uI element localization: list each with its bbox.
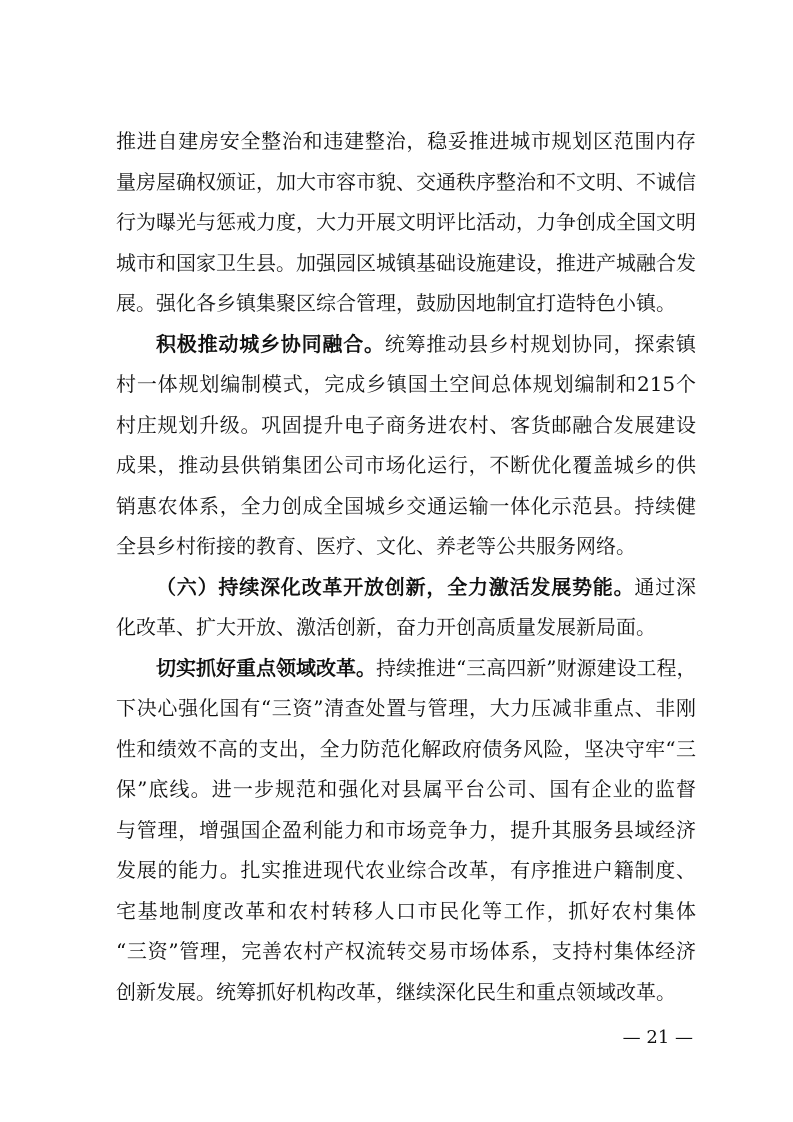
text-line: 积极推动城乡协同融合。统筹推动县乡村规划协同，探索镇	[156, 331, 697, 356]
text-line: （六）持续深化改革开放创新，全力激活发展势能。通过深	[156, 574, 697, 599]
text-line: 村庄规划升级。巩固提升电子商务进农村、客货邮融合发展建设	[116, 412, 696, 437]
text-line: 销惠农体系，全力创成全国城乡交通运输一体化示范县。持续健	[116, 493, 696, 518]
section-heading: （六）持续深化改革开放创新，全力激活发展势能。	[156, 574, 635, 599]
text-line: 切实抓好重点领域改革。持续推进“三高四新”财源建设工程，	[156, 655, 697, 680]
text-line: 量房屋确权颁证，加大市容市貌、交通秩序整治和不文明、不诚信	[116, 169, 696, 194]
page-number: — 21 —	[622, 1027, 693, 1048]
text-line: 成果，推动县供销集团公司市场化运行，不断优化覆盖城乡的供	[116, 453, 696, 477]
text-line: 保”底线。进一步规范和强化对县属平台公司、国有企业的监督	[116, 777, 696, 801]
text-line: 化改革、扩大开放、激活创新，奋力开创高质量发展新局面。	[116, 615, 656, 639]
text-line: 下决心强化国有“三资”清查处置与管理，大力压减非重点、非刚	[116, 696, 696, 720]
text-line: 展。强化各乡镇集聚区综合管理，鼓励因地制宜打造特色小镇。	[116, 291, 676, 315]
text-line: 与管理，增强国企盈利能力和市场竞争力，提升其服务县域经济	[116, 817, 696, 842]
section-heading: 积极推动城乡协同融合。	[156, 331, 385, 356]
body-text	[116, 121, 696, 1012]
text-line: 行为曝光与惩戒力度，大力开展文明评比活动，力争创成全国文明	[116, 210, 696, 234]
text-line: “三资”管理，完善农村产权流转交易市场体系，支持村集体经济	[116, 939, 696, 963]
text-line: 推进自建房安全整治和违建整治，稳妥推进城市规划区范围内存	[116, 129, 696, 153]
text-line: 城市和国家卫生县。加强园区城镇基础设施建设，推进产城融合发	[116, 250, 696, 275]
text-line: 村一体规划编制模式，完成乡镇国土空间总体规划编制和215个	[116, 372, 696, 396]
text-line: 宅基地制度改革和农村转移人口市民化等工作，抓好农村集体	[116, 898, 696, 923]
text-line: 创新发展。统筹抓好机构改革，继续深化民生和重点领域改革。	[116, 979, 676, 1004]
text-line: 全县乡村衔接的教育、医疗、文化、养老等公共服务网络。	[116, 534, 636, 558]
text-line: 性和绩效不高的支出，全力防范化解政府债务风险，坚决守牢“三	[116, 736, 696, 761]
section-heading: 切实抓好重点领域改革。	[156, 655, 376, 680]
text-line: 发展的能力。扎实推进现代农业综合改革，有序推进户籍制度、	[116, 858, 696, 882]
